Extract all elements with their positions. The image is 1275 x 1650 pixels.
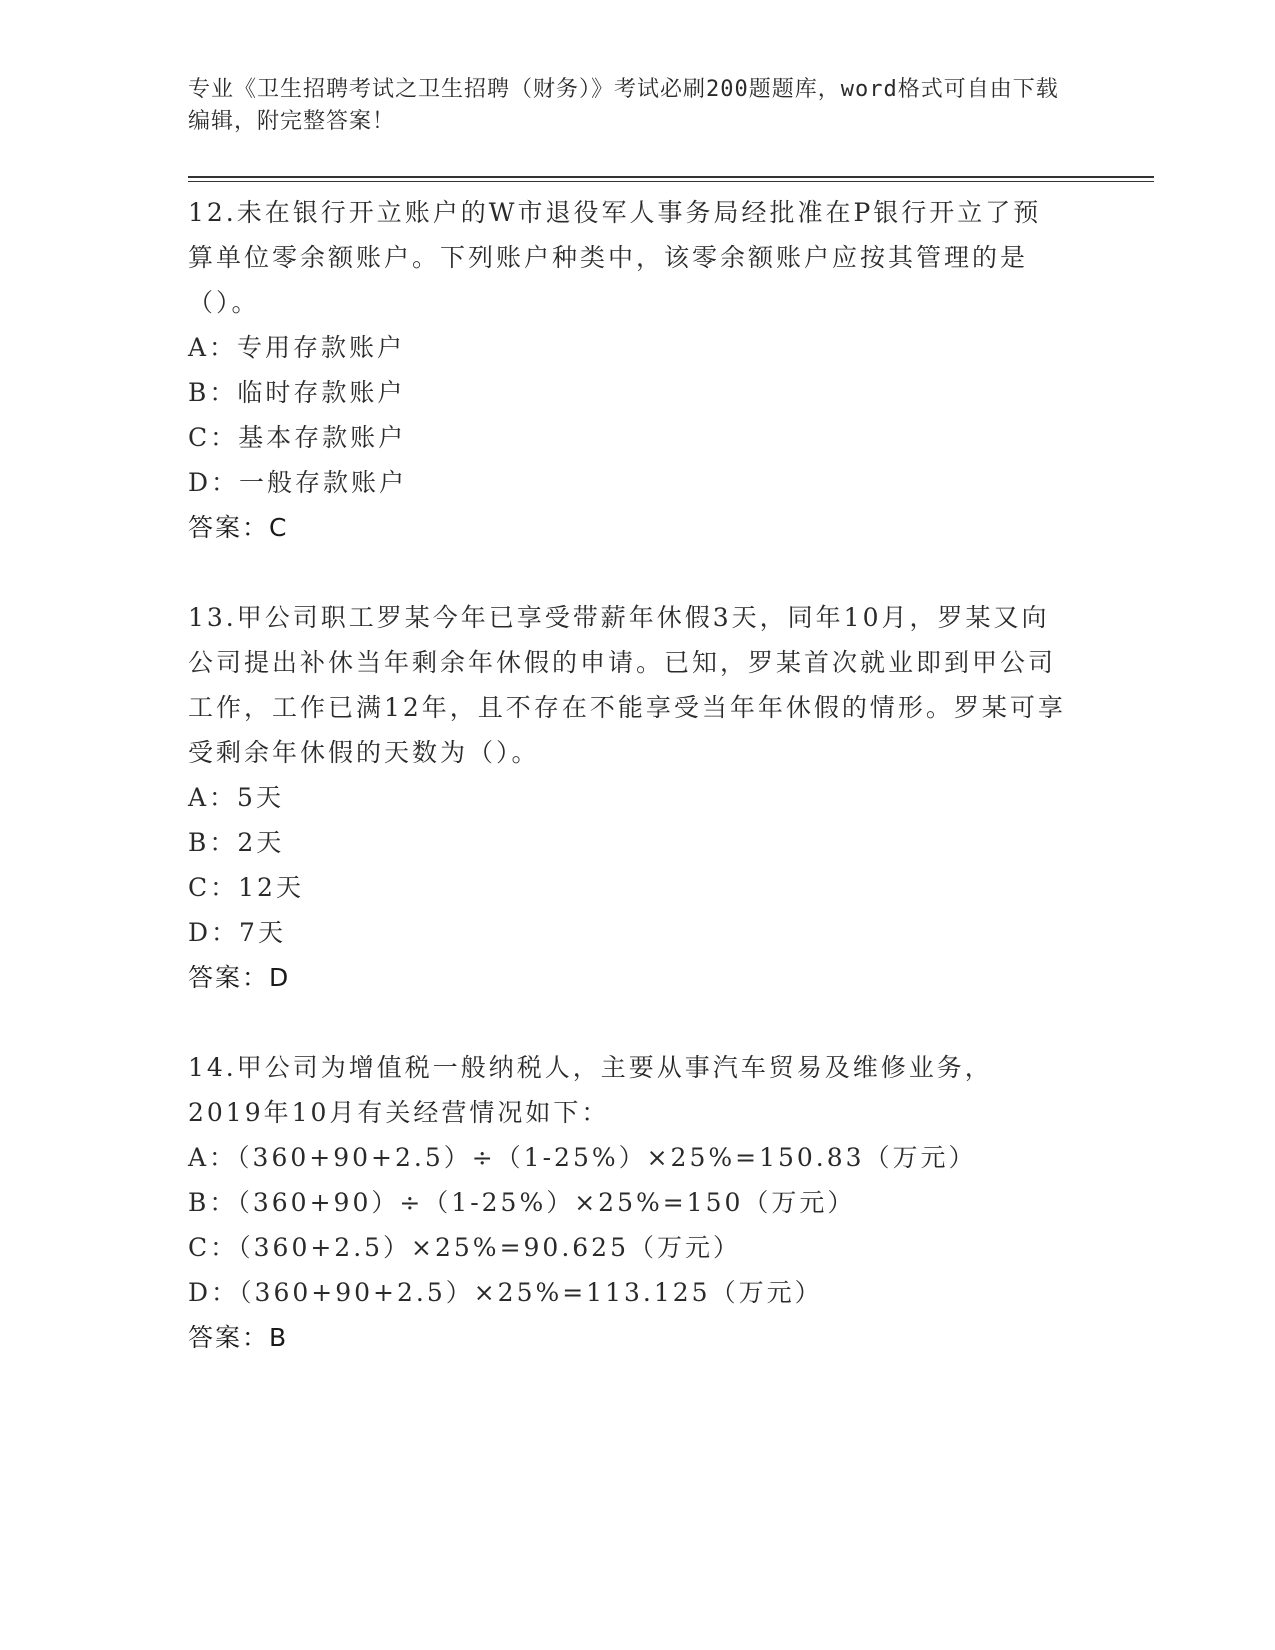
answer-label: 答案： (188, 963, 270, 992)
answer-value: C (269, 513, 287, 542)
option-a: A：专用存款账户 (188, 333, 406, 362)
option-d: D：一般存款账户 (188, 468, 408, 497)
header-divider-thin (188, 181, 1154, 182)
answer-line (188, 955, 1068, 1000)
question-13 (188, 595, 1068, 1000)
option-b: B：2天 (188, 828, 285, 857)
answer-value: B (269, 1323, 287, 1352)
option-c: C：（360+2.5）×25%=90.625（万元） (188, 1233, 741, 1262)
option-d: D：（360+90+2.5）×25%=113.125（万元） (188, 1278, 823, 1307)
question-stem: 14.甲公司为增值税一般纳税人，主要从事汽车贸易及维修业务，2019年10月有关经营情况如下： (188, 1053, 993, 1127)
option-a: A：（360+90+2.5）÷（1-25%）×25%=150.83（万元） (188, 1143, 977, 1172)
answer-value: D (269, 963, 289, 992)
option-b: B：临时存款账户 (188, 378, 406, 407)
document-header: 专业《卫生招聘考试之卫生招聘（财务）》考试必刷200题题库，word格式可自由下载编辑，附完整答案！ (188, 77, 1059, 134)
answer-label: 答案： (188, 513, 270, 542)
answer-label: 答案： (188, 1323, 270, 1352)
question-stem: 12.未在银行开立账户的W市退役军人事务局经批准在P银行开立了预算单位零余额账户。下列账户种类中，该零余额账户应按其管理的是（）。 (188, 198, 1042, 317)
question-list (188, 190, 1068, 1405)
option-c: C：基本存款账户 (188, 423, 407, 452)
option-b: B：（360+90）÷（1-25%）×25%=150（万元） (188, 1188, 856, 1217)
header-divider-thick (188, 176, 1154, 178)
answer-line (188, 505, 1068, 550)
question-14 (188, 1045, 1068, 1360)
option-d: D：7天 (188, 918, 286, 947)
answer-line (188, 1315, 1068, 1360)
question-12 (188, 190, 1068, 550)
option-c: C：12天 (188, 873, 304, 902)
question-stem: 13.甲公司职工罗某今年已享受带薪年休假3天，同年10月，罗某又向公司提出补休当年剩余年休假的申请。已知，罗某首次就业即到甲公司工作，工作已满12年，且不存在不能享受当年年休假的情形。罗某可享受剩余年休假的天数为（）。 (188, 603, 1066, 767)
option-a: A：5天 (188, 783, 284, 812)
